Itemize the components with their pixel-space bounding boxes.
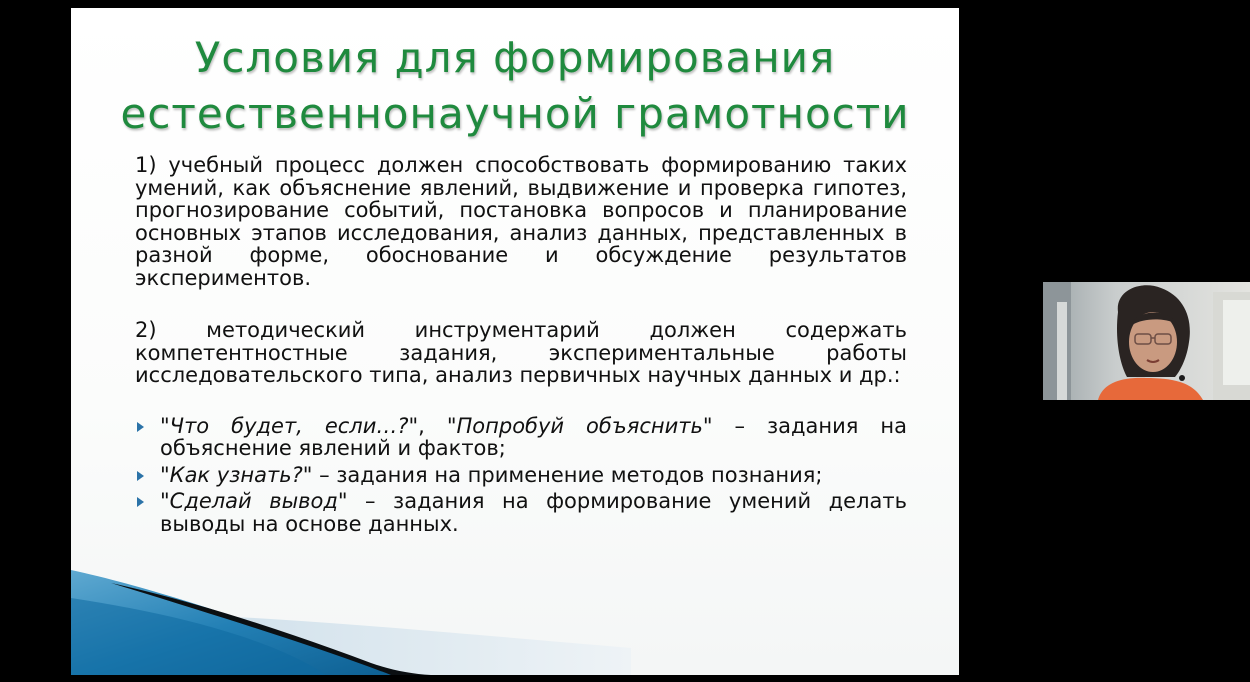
webcam-thumbnail[interactable] [1043, 282, 1250, 400]
bullet-1-separator: ", [408, 413, 447, 438]
bullet-3-emphasis: "Сделай вывод" [160, 489, 348, 513]
bullet-1-text: – задания на объяснение явлений и фактов; [160, 413, 908, 460]
presentation-slide [71, 8, 959, 675]
presenter-video-icon [1043, 282, 1250, 400]
bullet-2-text: – задания на применение методов познания; [312, 462, 823, 487]
slide-corner-decoration [71, 8, 959, 675]
bullet-1-emphasis-2: "Попробуй объяснить" [446, 413, 713, 438]
slide-title-line-1: Условия для формирования [194, 33, 836, 82]
bullet-1-emphasis-1: Что будет, если…? [169, 413, 409, 438]
bullet-3-text: – задания на формирование умений делать выводы на основе данных. [160, 489, 907, 536]
paragraph-1: 1) учебный процесс должен способствовать формированию таких умений, как объяснение явлений, выдвижение и проверка гипотез, прогнозирование событий, постановка вопросов и планирование основных этапов исследования, анализ данных, представленных в разной форме, обоснование и обсуждение результатов экспериментов. [135, 153, 907, 290]
bullet-1-quote: " [160, 413, 170, 438]
slide-title-line-2: естественнонаучной грамотности [120, 89, 910, 138]
bullet-2-emphasis: "Как узнать?" [160, 462, 313, 487]
paragraph-2: 2) методический инструментарий должен содержать компетентностные задания, экспериментальные работы исследовательского типа, анализ первичных научных данных и др.: [135, 318, 907, 387]
